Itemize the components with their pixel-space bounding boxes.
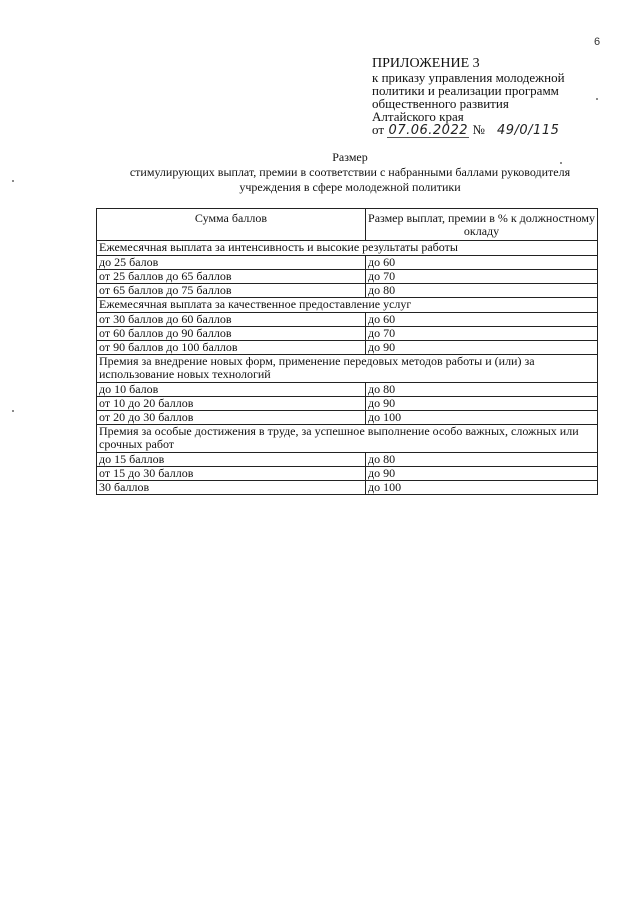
number-prefix: № — [472, 122, 485, 137]
points-cell: от 30 баллов до 60 баллов — [97, 313, 366, 327]
appendix-line: общественного развития — [372, 96, 509, 111]
payment-cell: до 100 — [366, 411, 598, 425]
points-cell: от 65 баллов до 75 баллов — [97, 284, 366, 298]
table-row — [97, 383, 598, 397]
appendix-line: Алтайского края — [372, 109, 464, 124]
header-cell-points: Сумма баллов — [97, 209, 366, 241]
table-header-row — [97, 209, 598, 241]
points-cell: от 15 до 30 баллов — [97, 467, 366, 481]
points-cell: до 15 баллов — [97, 453, 366, 467]
table-row — [97, 284, 598, 298]
scan-speck — [12, 180, 14, 182]
payment-cell: до 90 — [366, 467, 598, 481]
section-title: Ежемесячная выплата за качественное предоставление услуг — [97, 298, 598, 313]
table-row — [97, 313, 598, 327]
scan-speck — [596, 98, 598, 100]
section-title: Премия за особые достижения в труде, за успешное выполнение особо важных, сложных или срочных работ — [97, 425, 598, 453]
points-cell: до 10 балов — [97, 383, 366, 397]
payment-cell: до 100 — [366, 481, 598, 495]
appendix-block — [372, 56, 634, 138]
points-cell: до 25 балов — [97, 256, 366, 270]
points-cell: от 60 баллов до 90 баллов — [97, 327, 366, 341]
table-row — [97, 270, 598, 284]
table-row — [97, 341, 598, 355]
points-cell: 30 баллов — [97, 481, 366, 495]
table-row — [97, 327, 598, 341]
payments-table — [96, 208, 598, 495]
date-prefix: от — [372, 122, 385, 137]
table-row — [97, 453, 598, 467]
scan-speck — [560, 162, 562, 164]
table-row — [97, 411, 598, 425]
appendix-title: ПРИЛОЖЕНИЕ 3 — [372, 56, 480, 71]
appendix-line: политики и реализации программ — [372, 83, 559, 98]
payment-cell: до 70 — [366, 327, 598, 341]
section-row — [97, 425, 598, 453]
header-cell-payment: Размер выплат, премии в % к должностному окладу — [366, 209, 598, 241]
table-row — [97, 397, 598, 411]
heading-line: Размер — [332, 150, 368, 164]
document-heading — [100, 150, 600, 195]
section-row — [97, 298, 598, 313]
section-row — [97, 355, 598, 383]
table-row — [97, 481, 598, 495]
handwritten-number: 49/0/115 — [496, 123, 560, 138]
page-number: 6 — [594, 36, 601, 48]
payment-cell: до 60 — [366, 313, 598, 327]
points-cell: от 25 баллов до 65 баллов — [97, 270, 366, 284]
section-title: Ежемесячная выплата за интенсивность и высокие результаты работы — [97, 241, 598, 256]
table-row — [97, 467, 598, 481]
order-date-line — [372, 123, 634, 138]
payment-cell: до 80 — [366, 383, 598, 397]
points-cell: от 90 баллов до 100 баллов — [97, 341, 366, 355]
payment-cell: до 90 — [366, 397, 598, 411]
payment-cell: до 80 — [366, 453, 598, 467]
section-title: Премия за внедрение новых форм, применение передовых методов работы и (или) за использование новых технологий — [97, 355, 598, 383]
heading-line: стимулирующих выплат, премии в соответствии с набранными баллами руководителя — [129, 165, 571, 179]
handwritten-date: 07.06.2022 — [388, 123, 468, 138]
appendix-line: к приказу управления молодежной — [372, 70, 565, 85]
heading-line: учреждения в сфере молодежной политики — [239, 180, 461, 194]
payment-cell: до 90 — [366, 341, 598, 355]
points-cell: от 10 до 20 баллов — [97, 397, 366, 411]
payment-cell: до 80 — [366, 284, 598, 298]
table-row — [97, 256, 598, 270]
payment-cell: до 60 — [366, 256, 598, 270]
section-row — [97, 241, 598, 256]
payment-cell: до 70 — [366, 270, 598, 284]
scan-speck — [12, 410, 14, 412]
points-cell: от 20 до 30 баллов — [97, 411, 366, 425]
